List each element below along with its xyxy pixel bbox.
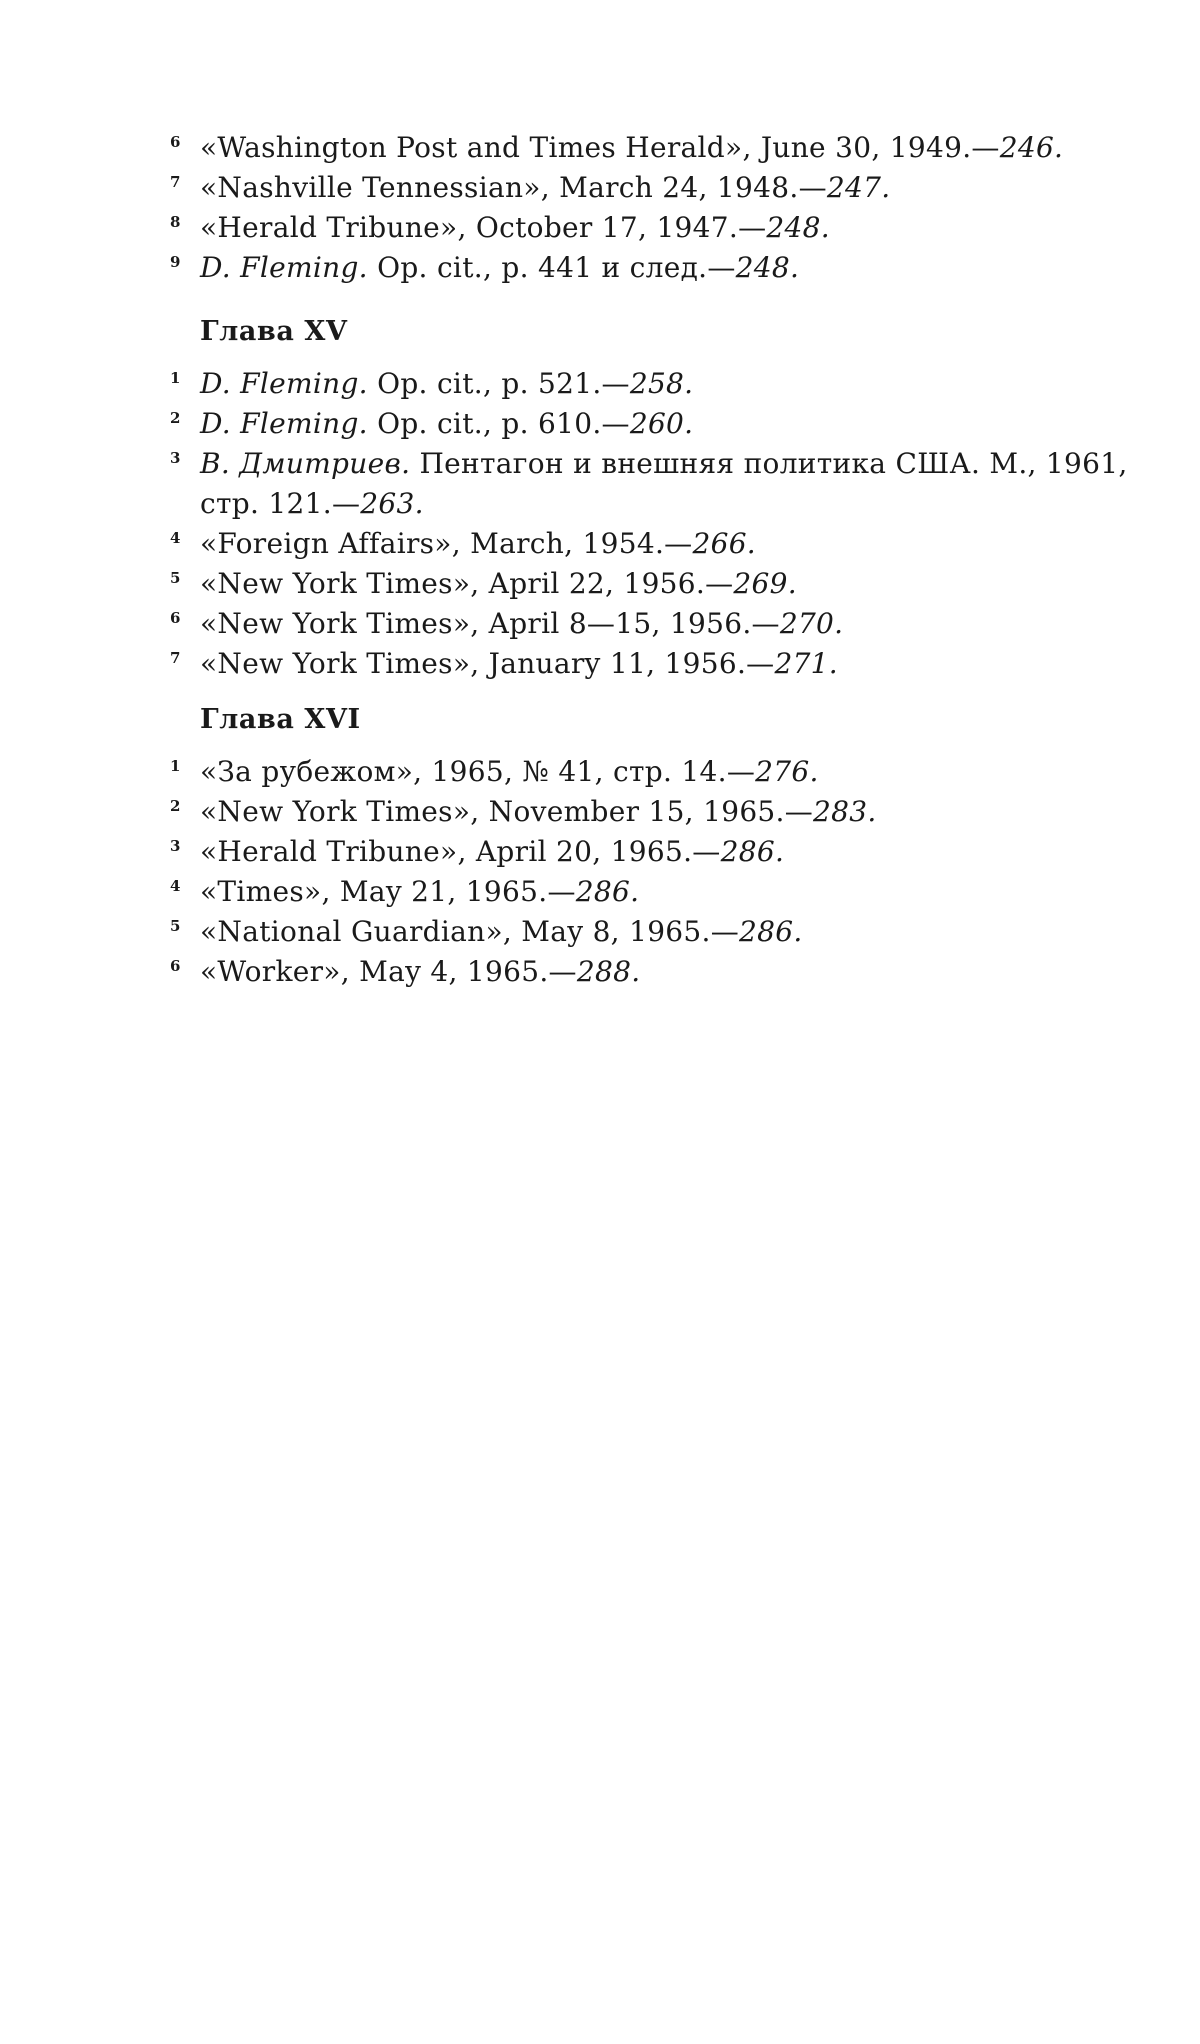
footnote-number: 8 — [170, 213, 181, 231]
footnote-number: 5 — [170, 917, 181, 935]
footnote-number: 2 — [170, 797, 181, 815]
footnote-page: 248. — [735, 251, 800, 284]
footnote-text: Пентагон и внешняя политика США. М., 1961, стр. 121.— — [200, 447, 1128, 520]
footnote-text: «New York Times», April 22, 1956.— — [200, 567, 734, 600]
footnote-number: 2 — [170, 409, 181, 427]
footnote-page: 247. — [826, 171, 891, 204]
footnote-page: 270. — [779, 607, 844, 640]
footnote-text: «Herald Tribune», April 20, 1965.— — [200, 835, 721, 868]
footnote-number: 4 — [170, 877, 181, 895]
footnote-number: 3 — [170, 837, 181, 855]
footnote-text: «Foreign Affairs», March, 1954.— — [200, 527, 693, 560]
footnote — [170, 912, 1150, 952]
footnote — [170, 564, 1150, 604]
footnote-page: 286. — [739, 915, 803, 948]
footnote-page: 263. — [360, 487, 424, 520]
footnote-number: 6 — [170, 957, 181, 975]
footnote — [170, 752, 1150, 792]
footnote — [170, 872, 1150, 912]
footnote — [170, 404, 1150, 444]
footnote-page: 283. — [813, 795, 877, 828]
footnote — [170, 604, 1150, 644]
footnote-page: 269. — [733, 567, 797, 600]
footnote — [170, 128, 1150, 168]
footnote-author: D. Fleming. — [200, 251, 368, 284]
footnote-number: 1 — [170, 369, 181, 387]
footnote-number: 4 — [170, 529, 181, 547]
footnote-text: «New York Times», January 11, 1956.— — [200, 647, 775, 680]
notes-chapter-xv — [170, 312, 1150, 684]
footnote — [170, 444, 1150, 524]
footnote-text: Op. cit., p. 521.— — [367, 367, 630, 400]
footnote-text: «Herald Tribune», October 17, 1947.— — [200, 211, 767, 244]
footnote-text: Op. cit., p. 610.— — [367, 407, 630, 440]
footnote-number: 7 — [170, 173, 181, 191]
footnote-text: «За рубежом», 1965, № 41, стр. 14.— — [200, 755, 756, 788]
footnote-page: 271. — [774, 647, 838, 680]
footnote-text: Op. cit., p. 441 и след.— — [367, 251, 736, 284]
footnote-text: «Worker», May 4, 1965.— — [200, 955, 577, 988]
footnote — [170, 168, 1150, 208]
footnote-author: D. Fleming. — [200, 367, 368, 400]
footnote — [170, 832, 1150, 872]
footnote-page: 246. — [999, 131, 1064, 164]
footnote — [170, 792, 1150, 832]
footnote-number: 1 — [170, 757, 181, 775]
footnote-number: 7 — [170, 649, 181, 667]
footnote — [170, 644, 1150, 684]
footnote-page: 248. — [766, 211, 830, 244]
footnote-number: 6 — [170, 609, 181, 627]
footnote — [170, 208, 1150, 248]
footnote-text: «Nashville Tennessian», March 24, 1948.— — [200, 171, 827, 204]
footnote-text: «National Guardian», May 8, 1965.— — [200, 915, 740, 948]
footnote-number: 9 — [170, 253, 181, 271]
footnote-page: 276. — [755, 755, 819, 788]
footnote — [170, 952, 1150, 992]
footnote-text: «New York Times», April 8—15, 1956.— — [200, 607, 780, 640]
footnote-number: 5 — [170, 569, 181, 587]
notes-chapter-xiv — [170, 128, 1150, 288]
footnote — [170, 524, 1150, 564]
footnote-text: «Times», May 21, 1965.— — [200, 875, 576, 908]
footnote-page: 258. — [629, 367, 694, 400]
footnote-number: 3 — [170, 449, 181, 467]
footnote-page: 286. — [720, 835, 785, 868]
footnote-text: «Washington Post and Times Herald», June 30, 1949.— — [200, 131, 1000, 164]
notes-chapter-xvi — [170, 700, 1150, 992]
footnote-page: 288. — [576, 955, 641, 988]
footnote-page: 286. — [575, 875, 640, 908]
footnote — [170, 364, 1150, 404]
footnote-author: В. Дмитриев. — [200, 447, 411, 480]
chapter-heading: Глава XVI — [200, 704, 361, 735]
footnote — [170, 248, 1150, 288]
footnote-text: «New York Times», November 15, 1965.— — [200, 795, 814, 828]
footnote-page: 266. — [692, 527, 757, 560]
footnote-number: 6 — [170, 133, 181, 151]
footnote-page: 260. — [629, 407, 694, 440]
chapter-heading: Глава XV — [200, 316, 348, 347]
footnote-author: D. Fleming. — [200, 407, 368, 440]
